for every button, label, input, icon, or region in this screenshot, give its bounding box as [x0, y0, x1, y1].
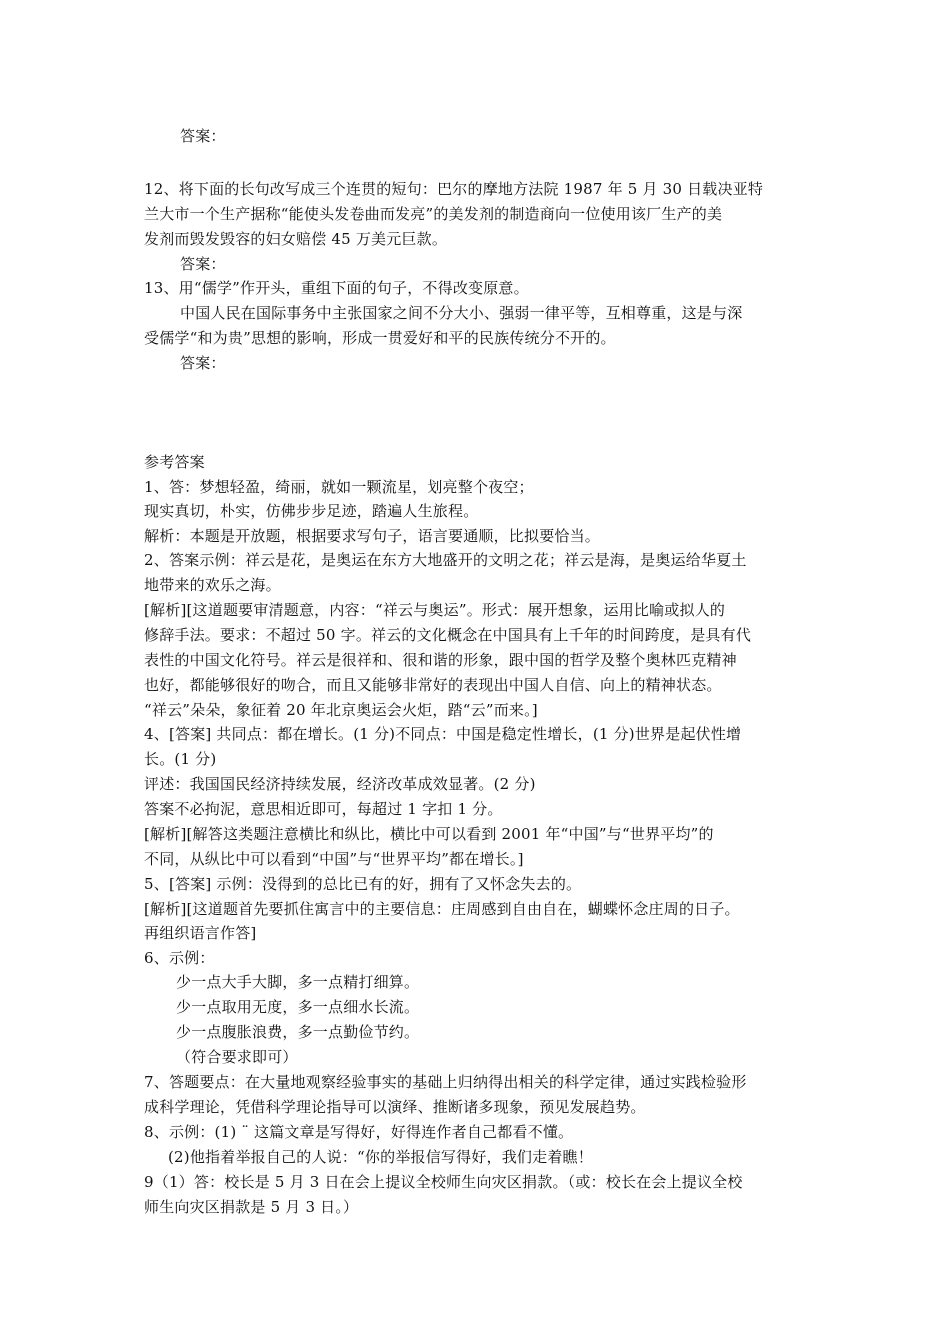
a6-item-1: 少一点大手大脚，多一点精打细算。 — [176, 973, 420, 991]
a2-line-5: 表性的中国文化符号。祥云是很祥和、很和谐的形象，跟中国的哲学及整个奥林匹克精神 — [144, 651, 737, 669]
a8-line-1: 8、示例：(1) ¨ 这篇文章是写得好，好得连作者自己都看不懂。 — [144, 1123, 574, 1141]
a6-note: （符合要求即可） — [176, 1048, 298, 1066]
a6-item-3: 少一点腹胀浪费，多一点勤俭节约。 — [176, 1023, 420, 1041]
a4-line-2: 长。(1 分) — [144, 750, 217, 768]
a2-line-6: 也好，都能够很好的吻合，而且又能够非常好的表现出中国人自信、向上的精神状态。 — [144, 676, 722, 694]
reference-title: 参考答案 — [144, 453, 205, 471]
a9-line-1: 9（1）答：校长是 5 月 3 日在会上提议全校师生向灾区捐款。（或：校长在会上提议全校 — [144, 1173, 743, 1191]
a9-line-2: 师生向灾区捐款是 5 月 3 日。） — [144, 1198, 359, 1216]
q13-answer-label: 答案： — [180, 354, 226, 372]
q12-line-3: 发剂而毁发毁容的妇女赔偿 45 万美元巨款。 — [144, 230, 448, 248]
a2-line-4: 修辞手法。要求：不超过 50 字。祥云的文化概念在中国具有上千年的时间跨度，是具有代 — [144, 626, 752, 644]
q12-line-1: 12、将下面的长句改写成三个连贯的短句：巴尔的摩地方法院 1987 年 5 月 30 日载决亚特 — [144, 180, 764, 198]
a8-line-2: (2)他指着举报自己的人说：“你的举报信写得好，我们走着瞧！ — [168, 1148, 593, 1166]
a1-line-1: 1、答：梦想轻盈，绮丽，就如一颗流星，划亮整个夜空； — [144, 478, 534, 496]
a7-line-2: 成科学理论，凭借科学理论指导可以演绎、推断诸多现象，预见发展趋势。 — [144, 1098, 646, 1116]
a6-item-2: 少一点取用无度，多一点细水长流。 — [176, 998, 420, 1016]
a5-line-3: 再组织语言作答] — [144, 924, 257, 942]
q13-title: 13、用“儒学”作开头，重组下面的句子，不得改变原意。 — [144, 279, 529, 297]
a4-line-4: 答案不必拘泥，意思相近即可，每超过 1 字扣 1 分。 — [144, 800, 503, 818]
a4-line-3: 评述：我国国民经济持续发展，经济改革成效显著。(2 分) — [144, 775, 536, 793]
a6-title: 6、示例： — [144, 949, 215, 967]
a7-line-1: 7、答题要点：在大量地观察经验事实的基础上归纳得出相关的科学定律，通过实践检验形 — [144, 1073, 747, 1091]
a1-line-2: 现实真切，朴实，仿佛步步足迹，踏遍人生旅程。 — [144, 502, 479, 520]
a4-line-5: [解析][解答这类题注意横比和纵比，横比中可以看到 2001 年“中国”与“世界平均”的 — [144, 825, 714, 843]
a4-line-6: 不同，从纵比中可以看到“中国”与“世界平均”都在增长。] — [144, 850, 524, 868]
q11-answer-label: 答案： — [180, 127, 226, 145]
q12-answer-label: 答案： — [180, 255, 226, 273]
a5-line-1: 5、[答案] 示例：没得到的总比已有的好，拥有了又怀念失去的。 — [144, 875, 582, 893]
q13-line-2: 受儒学“和为贵”思想的影响，形成一贯爱好和平的民族传统分不开的。 — [144, 329, 616, 347]
q13-line-1: 中国人民在国际事务中主张国家之间不分大小、强弱一律平等，互相尊重，这是与深 — [180, 304, 743, 322]
a4-line-1: 4、[答案] 共同点：都在增长。(1 分)不同点：中国是稳定性增长，(1 分)世界是起伏性增 — [144, 725, 742, 743]
a1-line-3: 解析：本题是开放题，根据要求写句子，语言要通顺，比拟要恰当。 — [144, 527, 601, 545]
a2-line-2: 地带来的欢乐之海。 — [144, 576, 281, 594]
a5-line-2: [解析][这道题首先要抓住寓言中的主要信息：庄周感到自由自在，蝴蝶怀念庄周的日子。 — [144, 900, 740, 918]
a2-line-7: “祥云”朵朵，象征着 20 年北京奥运会火炬，踏“云”而来。] — [144, 701, 538, 719]
a2-line-1: 2、答案示例：祥云是花，是奥运在东方大地盛开的文明之花；祥云是海，是奥运给华夏土 — [144, 551, 747, 569]
a2-line-3: [解析][这道题要审清题意，内容：“祥云与奥运”。形式：展开想象，运用比喻或拟人的 — [144, 601, 726, 619]
q12-line-2: 兰大市一个生产据称“能使头发卷曲而发亮”的美发剂的制造商向一位使用该厂生产的美 — [144, 205, 723, 223]
